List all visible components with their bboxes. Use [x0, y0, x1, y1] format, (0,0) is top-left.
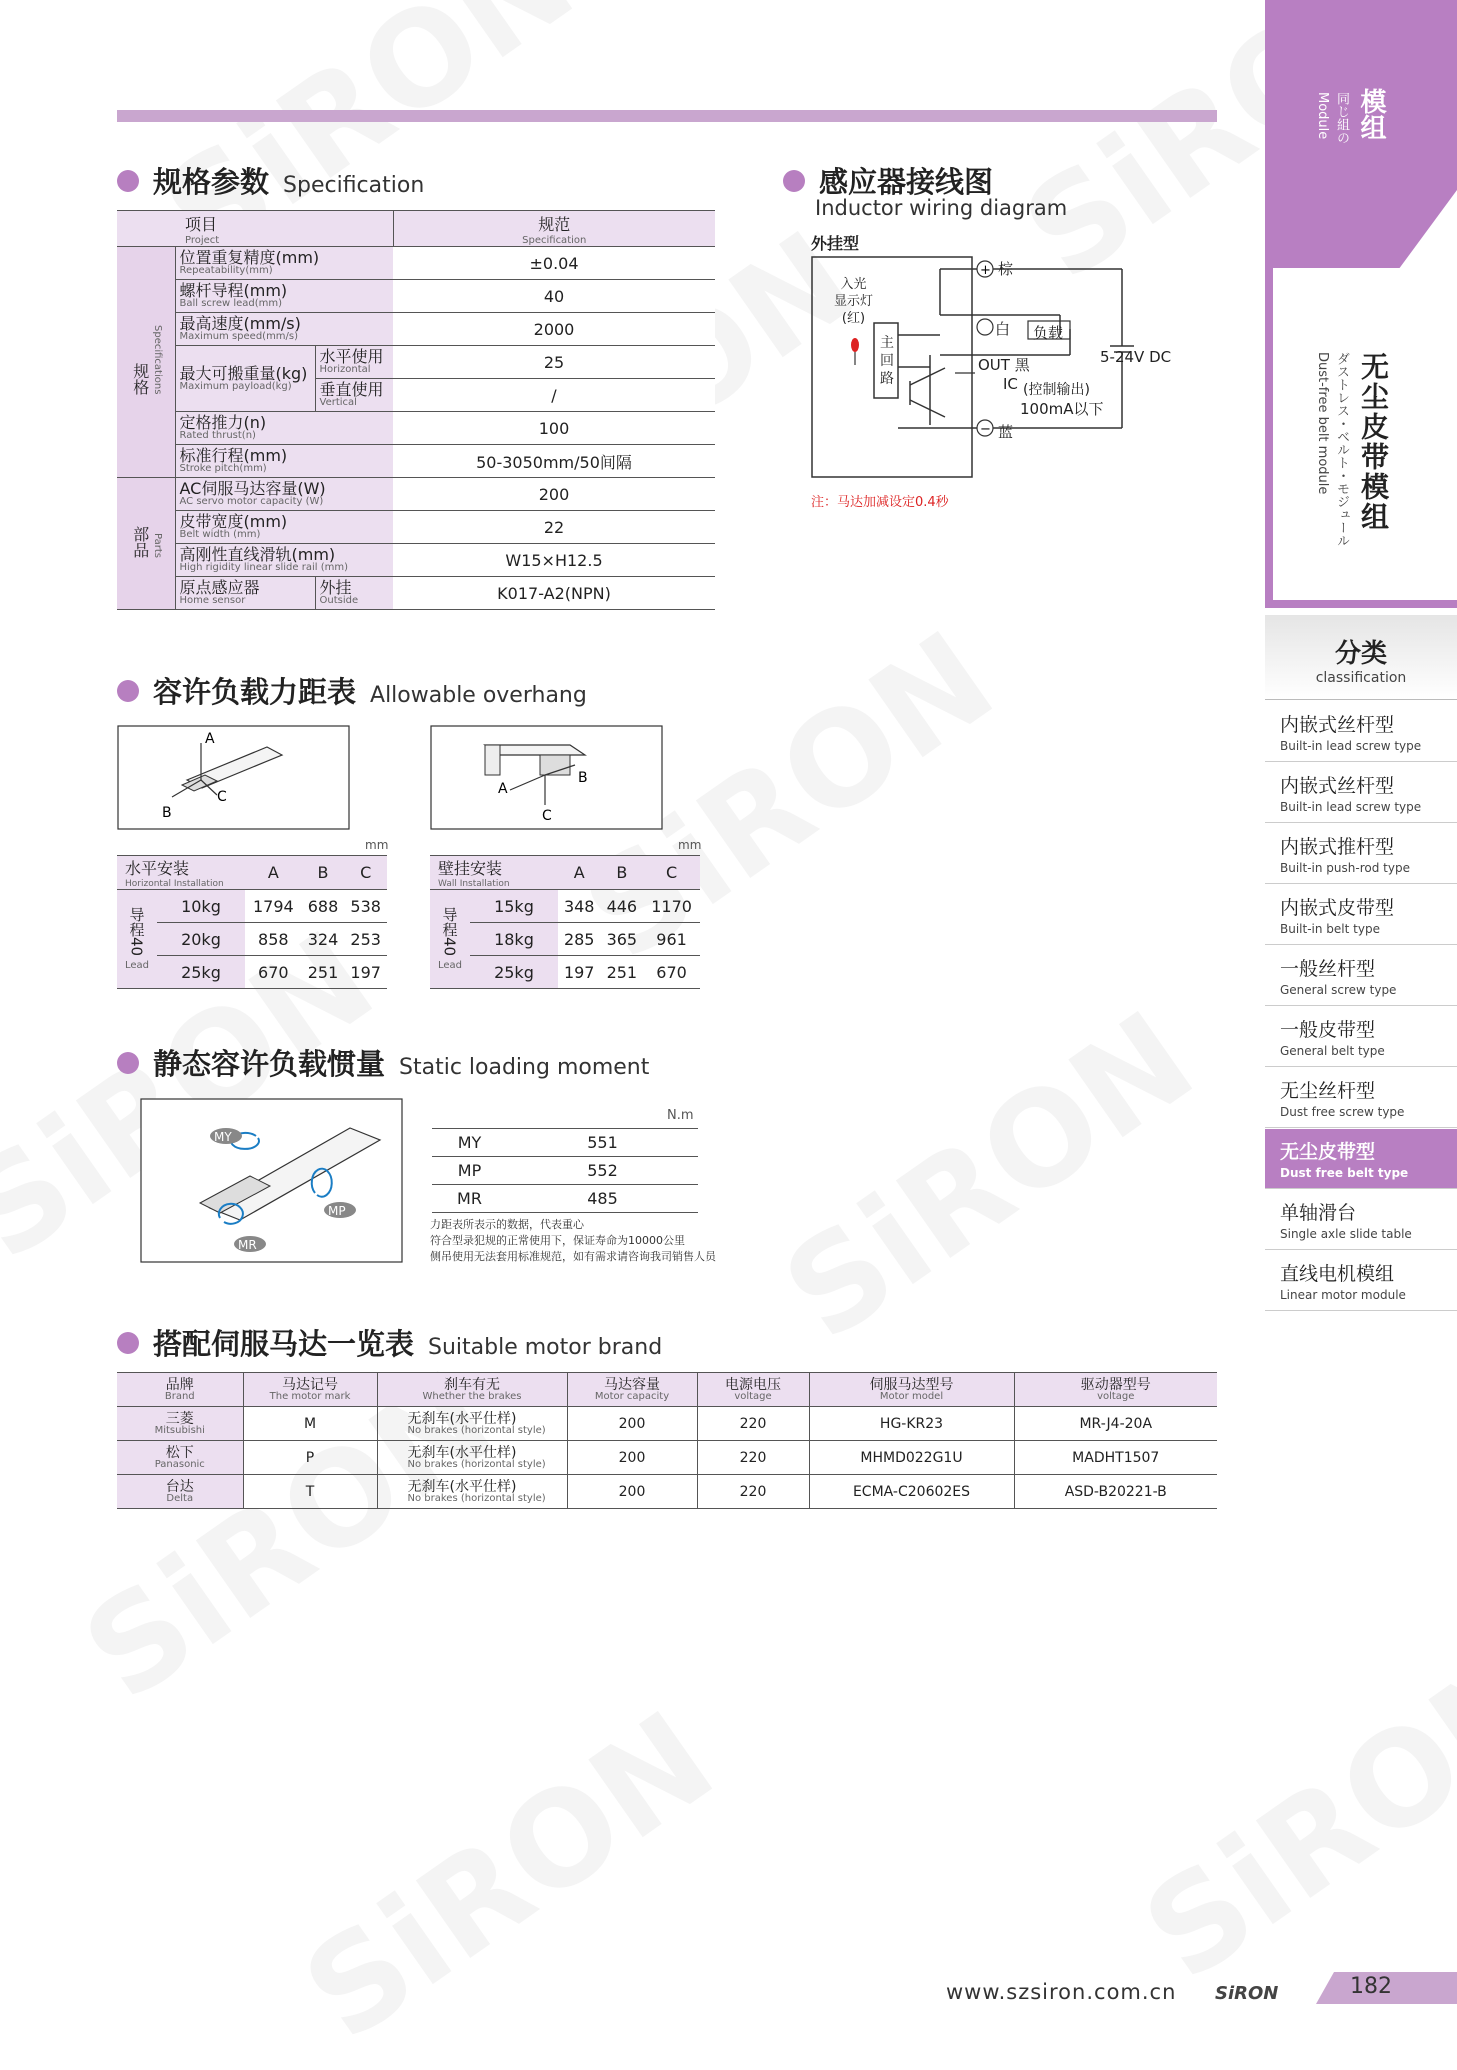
moment-key: MY — [432, 1129, 507, 1157]
lead-label: 导程40 — [440, 906, 459, 957]
col-head: 电源电压 — [725, 1376, 781, 1393]
sidebar-item-label-en: Dust free screw type — [1280, 1105, 1405, 1119]
axis-b-label: B — [162, 805, 172, 821]
row-value: W15×H12.5 — [393, 544, 715, 577]
motor-table — [117, 1372, 1217, 1509]
static-moment-diagram — [140, 1098, 403, 1263]
load-cell: 18kg — [470, 923, 558, 956]
voltage-cell: 220 — [697, 1441, 809, 1475]
voltage-cell: 220 — [697, 1475, 809, 1509]
footer-logo: SiRON — [1215, 1983, 1279, 2004]
table-row — [117, 577, 715, 610]
lamp-line: 入光 — [840, 277, 867, 292]
row-value: 22 — [393, 511, 715, 544]
spec-head-spec: 规范 — [538, 214, 571, 234]
row-label-en: Ball screw lead(mm) — [179, 298, 283, 309]
note-line: 侧吊使用无法套用标准规范，如有需求请咨询我司销售人员 — [430, 1250, 716, 1263]
col-head-en: voltage — [1097, 1390, 1135, 1402]
table-row — [430, 956, 700, 989]
row-sublabel: 垂直使用 — [319, 380, 384, 399]
mark-cell: M — [243, 1407, 377, 1441]
col-head: A — [245, 856, 302, 890]
axis-a-label: A — [205, 731, 215, 747]
spec-head-spec-en: Specification — [522, 234, 587, 246]
col-head-en: Whether the brakes — [422, 1390, 522, 1402]
col-head-en: Brand — [164, 1390, 195, 1402]
table-row — [117, 544, 715, 577]
table-row — [117, 1441, 1217, 1475]
motor-section-title — [117, 1322, 662, 1363]
table-row — [117, 1475, 1217, 1509]
model-cell: ECMA-C20602ES — [809, 1475, 1014, 1509]
note-line: 符合型录犯规的正常使用下，保证寿命为10000公里 — [430, 1234, 685, 1247]
row-value: 200 — [393, 478, 715, 511]
table-row — [117, 890, 387, 923]
sidebar-item-label-en: Single axle slide table — [1280, 1227, 1412, 1241]
main-circuit-label — [880, 334, 894, 388]
white-wire-label: 白 — [995, 320, 1011, 338]
brake-cell: 无刹车(水平仕样) — [407, 1478, 517, 1495]
row-value: K017-A2(NPN) — [393, 577, 715, 610]
sidebar-item-label: 内嵌式皮带型 — [1280, 897, 1395, 919]
bullet-icon — [117, 1052, 139, 1074]
row-label-en: Belt width (mm) — [179, 529, 261, 540]
ic-label: IC — [1003, 375, 1018, 393]
load-cell: 25kg — [157, 956, 245, 989]
value-cell: 670 — [245, 956, 302, 989]
col-head: 马达记号 — [282, 1376, 338, 1393]
moment-key: MR — [432, 1185, 507, 1213]
sidebar-item-label: 内嵌式丝杆型 — [1280, 714, 1395, 736]
mr-badge: MR — [238, 1238, 257, 1252]
col-head-en: Motor model — [879, 1390, 944, 1402]
spec-head-item-en: Project — [185, 234, 220, 246]
row-sublabel: 水平使用 — [319, 347, 384, 366]
bullet-icon — [117, 170, 139, 192]
spec-head-item: 项目 — [185, 214, 218, 234]
col-head: 刹车有无 — [444, 1376, 500, 1393]
footer-url[interactable]: www.szsiron.com.cn — [946, 1980, 1177, 2004]
sidebar-item-label-en: General screw type — [1280, 983, 1397, 997]
value-cell: 324 — [302, 923, 345, 956]
row-label: 原点感应器 — [179, 578, 260, 597]
row-value: 25 — [393, 346, 715, 379]
sidebar-item-linear-motor[interactable] — [1265, 1251, 1457, 1311]
group-label-en: Parts — [151, 532, 163, 558]
wiring-note: 注：马达加减设定0.4秒 — [811, 495, 949, 510]
spec-header-row — [117, 211, 715, 247]
my-badge: MY — [214, 1130, 232, 1144]
col-head-en: The motor mark — [269, 1390, 351, 1402]
sidebar-item-label: 内嵌式推杆型 — [1280, 836, 1395, 858]
sidebar-item-label: 一般皮带型 — [1280, 1019, 1376, 1041]
bullet-icon — [117, 680, 139, 702]
row-value: / — [393, 379, 715, 412]
row-label-en: Maximum speed(mm/s) — [179, 331, 299, 342]
static-section-title — [117, 1042, 649, 1083]
col-head: B — [302, 856, 345, 890]
lamp-line: 显示灯 — [834, 294, 874, 309]
col-head: 伺服马达型号 — [869, 1376, 954, 1393]
load-cell: 10kg — [157, 890, 245, 923]
table-row — [117, 346, 715, 379]
row-label-en: High rigidity linear slide rail (mm) — [179, 562, 348, 573]
group-label-en: Specifications — [151, 325, 163, 395]
value-cell: 197 — [558, 956, 601, 989]
col-head: 驱动器型号 — [1080, 1376, 1151, 1393]
col-head: C — [643, 856, 700, 890]
sidebar-item-label-en: Linear motor module — [1280, 1288, 1406, 1302]
brand-cell: 松下 — [165, 1444, 194, 1461]
driver-cell: ASD-B20221-B — [1014, 1475, 1217, 1509]
sidebar-item-label: 内嵌式丝杆型 — [1280, 775, 1395, 797]
sidebar-item-dust-free-belt[interactable] — [1265, 1129, 1457, 1189]
brake-cell-en: No brakes (horizontal style) — [407, 1492, 546, 1504]
wiring-title-cn: 感应器接线图 — [819, 165, 994, 199]
table-row — [430, 923, 700, 956]
svg-text:A: A — [498, 781, 508, 797]
col-head: A — [558, 856, 601, 890]
watermark — [1118, 1623, 1457, 2010]
motor-title-cn: 搭配伺服马达一览表 — [153, 1327, 415, 1361]
row-value: ±0.04 — [393, 247, 715, 280]
value-cell: 251 — [302, 956, 345, 989]
row-sublabel-en: Vertical — [319, 397, 357, 408]
moment-value: 552 — [507, 1157, 698, 1185]
sidebar-item-builtin-lead-screw-2[interactable] — [1265, 763, 1457, 823]
top-divider-bar — [117, 110, 1217, 122]
sidebar-item-builtin-lead-screw-1[interactable] — [1265, 702, 1457, 762]
model-cell: MHMD022G1U — [809, 1441, 1014, 1475]
row-label: 最大可搬重量(kg) — [179, 363, 308, 383]
value-cell: 1170 — [643, 890, 700, 923]
brake-cell-en: No brakes (horizontal style) — [407, 1458, 546, 1470]
table-row — [117, 478, 715, 511]
moment-value: 485 — [507, 1185, 698, 1213]
table-row — [117, 412, 715, 445]
table-row — [117, 445, 715, 478]
circuit-char: 主 — [880, 335, 894, 351]
row-label-en: Stroke pitch(mm) — [179, 463, 267, 474]
watermark — [758, 983, 1220, 1370]
lamp-label — [834, 276, 873, 327]
sidebar-item-label: 直线电机模组 — [1280, 1263, 1395, 1285]
moment-key: MP — [432, 1157, 507, 1185]
value-cell: 348 — [558, 890, 601, 923]
table-row — [117, 247, 715, 280]
mark-cell: T — [243, 1475, 377, 1509]
sidebar-item-label-en: Built-in push-rod type — [1280, 861, 1410, 875]
load-cell: 25kg — [470, 956, 558, 989]
spec-title-en: Specification — [283, 173, 425, 198]
value-cell: 688 — [302, 890, 345, 923]
row-sublabel: 外挂 — [319, 578, 352, 597]
svg-text:−: − — [980, 422, 991, 437]
load-cell: 15kg — [470, 890, 558, 923]
brown-wire-label: 棕 — [998, 260, 1014, 278]
bullet-icon — [783, 170, 805, 192]
axis-c-label: C — [217, 789, 227, 805]
value-cell: 961 — [643, 923, 700, 956]
table-row — [117, 1407, 1217, 1441]
circuit-char: 路 — [880, 371, 894, 387]
sidebar-item-label: 一般丝杆型 — [1280, 958, 1376, 980]
red-led-icon — [851, 338, 859, 352]
static-notes — [430, 1217, 716, 1265]
col-head: 品牌 — [165, 1376, 194, 1393]
value-cell: 197 — [344, 956, 387, 989]
static-moment-table — [432, 1128, 698, 1213]
row-sublabel-en: Outside — [319, 595, 359, 606]
static-unit: N.m — [667, 1108, 694, 1123]
col-head-en: voltage — [734, 1390, 772, 1402]
overhang-title-en: Allowable overhang — [370, 683, 587, 708]
table-row — [117, 923, 387, 956]
driver-cell: MADHT1507 — [1014, 1441, 1217, 1475]
col-head: C — [344, 856, 387, 890]
wiring-type-label: 外挂型 — [811, 234, 860, 253]
circuit-char: 回 — [880, 353, 894, 369]
voltage-cell: 220 — [697, 1407, 809, 1441]
brand-cell: 台达 — [165, 1478, 194, 1495]
row-label: 皮带宽度(mm) — [179, 512, 288, 531]
value-cell: 446 — [601, 890, 644, 923]
brand-cell-en: Delta — [166, 1492, 194, 1504]
unit-label: mm — [678, 838, 702, 852]
sidebar-title-jp: ダストレス・ベルト・モジュール — [1334, 352, 1349, 547]
overhang-section-title — [117, 670, 587, 711]
svg-text:+: + — [980, 263, 991, 278]
table-row — [430, 890, 700, 923]
table-head-en: Wall Installation — [438, 879, 510, 889]
current-label: 100mA以下 — [1020, 400, 1104, 418]
classification-title-en: classification — [1315, 670, 1407, 686]
value-cell: 670 — [643, 956, 700, 989]
driver-cell: MR-J4-20A — [1014, 1407, 1217, 1441]
sidebar-module-cn: 模组 — [1356, 88, 1386, 140]
table-row — [432, 1185, 698, 1213]
unit-label: mm — [365, 838, 389, 852]
motor-title-en: Suitable motor brand — [428, 1335, 663, 1360]
row-label: 螺杆导程(mm) — [179, 281, 288, 300]
row-label-en: Rated thrust(n) — [179, 430, 256, 441]
brand-cell-en: Mitsubishi — [154, 1424, 205, 1436]
sidebar-item-label-en: Built-in lead screw type — [1280, 739, 1422, 753]
model-cell: HG-KR23 — [809, 1407, 1014, 1441]
voltage-label: 5-24V DC — [1100, 348, 1172, 366]
note-line: 力距表所表示的数据，代表重心 — [430, 1218, 584, 1231]
sidebar-item-label-en: Built-in lead screw type — [1280, 800, 1422, 814]
value-cell: 858 — [245, 923, 302, 956]
wall-overhang-table — [430, 855, 700, 989]
watermark — [278, 1683, 740, 2070]
group-label: 规格 — [130, 362, 150, 395]
wiring-title-en: Inductor wiring diagram — [815, 196, 1068, 220]
group-label: 部品 — [130, 525, 150, 558]
row-value: 2000 — [393, 313, 715, 346]
value-cell: 253 — [344, 923, 387, 956]
row-label-en: Home sensor — [179, 595, 246, 606]
page-number: 182 — [1350, 1974, 1392, 1999]
value-cell: 365 — [601, 923, 644, 956]
mp-badge: MP — [328, 1204, 346, 1218]
sidebar-item-label: 单轴滑台 — [1280, 1202, 1357, 1224]
lead-label-en: Lead — [437, 960, 463, 972]
mark-cell: P — [243, 1441, 377, 1475]
blue-wire-label: 蓝 — [998, 423, 1014, 441]
black-wire-label: OUT 黑 — [978, 356, 1030, 374]
spec-group-parts — [117, 478, 175, 610]
load-label: 负载 — [1033, 324, 1064, 342]
table-row — [117, 956, 387, 989]
static-title-en: Static loading moment — [399, 1055, 650, 1080]
value-cell: 285 — [558, 923, 601, 956]
sidebar-module-en: Module — [1315, 92, 1330, 140]
row-label: 定格推力(n) — [179, 413, 267, 432]
col-head: 马达容量 — [604, 1376, 660, 1393]
col-head-en: Motor capacity — [594, 1390, 670, 1402]
row-label: 标准行程(mm) — [179, 446, 288, 465]
row-label-en: AC servo motor capacity (W) — [179, 496, 324, 507]
sidebar-item-builtin-belt[interactable] — [1265, 885, 1457, 945]
capacity-cell: 200 — [567, 1475, 697, 1509]
sidebar-item-label-en: Built-in belt type — [1280, 922, 1380, 936]
sidebar-item-general-belt[interactable] — [1265, 1007, 1457, 1067]
table-head: 壁挂安装 — [438, 859, 503, 878]
brand-cell-en: Panasonic — [154, 1458, 205, 1470]
sidebar-item-builtin-push-rod[interactable] — [1265, 824, 1457, 884]
sidebar-item-dust-free-screw[interactable] — [1265, 1068, 1457, 1128]
svg-text:B: B — [578, 770, 588, 786]
lead-label-en: Lead — [124, 960, 150, 972]
bullet-icon — [117, 1332, 139, 1354]
lamp-line: (红) — [841, 311, 866, 326]
sidebar-title-en: Dust-free belt module — [1315, 352, 1330, 495]
load-cell: 20kg — [157, 923, 245, 956]
sidebar-item-label-en: Dust free belt type — [1280, 1166, 1409, 1180]
sidebar-item-single-axle[interactable] — [1265, 1190, 1457, 1250]
control-output-label: (控制输出) — [1023, 382, 1090, 398]
row-label: 最高速度(mm/s) — [179, 314, 301, 333]
brake-cell: 无刹车(水平仕样) — [407, 1410, 517, 1427]
value-cell: 251 — [601, 956, 644, 989]
table-row — [432, 1129, 698, 1157]
row-label-en: Repeatability(mm) — [179, 265, 273, 276]
lead-label: 导程40 — [127, 906, 146, 957]
table-head-en: Horizontal Installation — [125, 879, 224, 889]
row-label: AC伺服马达容量(W) — [179, 479, 326, 498]
classification-title: 分类 — [1334, 639, 1387, 669]
table-row — [117, 280, 715, 313]
row-value: 100 — [393, 412, 715, 445]
table-head: 水平安装 — [125, 859, 190, 878]
col-head: B — [601, 856, 644, 890]
horizontal-install-diagram — [117, 725, 350, 830]
brake-cell-en: No brakes (horizontal style) — [407, 1424, 546, 1436]
sidebar-item-label-en: General belt type — [1280, 1044, 1385, 1058]
sidebar-title-cn: 无尘皮带模组 — [1357, 352, 1390, 532]
l-terminal-icon — [977, 319, 993, 335]
svg-text:C: C — [542, 808, 552, 824]
horizontal-overhang-table — [117, 855, 387, 989]
row-sublabel-en: Horizontal — [319, 364, 371, 375]
row-value: 40 — [393, 280, 715, 313]
capacity-cell: 200 — [567, 1441, 697, 1475]
moment-value: 551 — [507, 1129, 698, 1157]
sidebar-item-label: 无尘丝杆型 — [1280, 1080, 1376, 1102]
classification-header — [1265, 615, 1457, 700]
overhang-title-cn: 容许负载力距表 — [153, 675, 357, 709]
brake-cell: 无刹车(水平仕样) — [407, 1444, 517, 1461]
row-label-en: Maximum payload(kg) — [179, 380, 292, 392]
spec-table — [117, 210, 715, 610]
spec-group-specs — [117, 247, 175, 478]
sidebar-item-general-screw[interactable] — [1265, 946, 1457, 1006]
spec-section-title — [117, 160, 424, 201]
brand-cell: 三菱 — [165, 1410, 194, 1427]
sidebar-module-jp: 同じ組の — [1334, 92, 1349, 144]
wiring-section-title — [783, 160, 993, 201]
wall-install-diagram — [430, 725, 663, 830]
row-label: 位置重复精度(mm) — [179, 248, 320, 267]
table-row — [432, 1157, 698, 1185]
capacity-cell: 200 — [567, 1407, 697, 1441]
table-row — [117, 313, 715, 346]
sidebar-item-label: 无尘皮带型 — [1280, 1141, 1376, 1163]
row-value: 50-3050mm/50间隔 — [393, 445, 715, 478]
value-cell: 1794 — [245, 890, 302, 923]
spec-title-cn: 规格参数 — [153, 165, 270, 199]
row-label: 高刚性直线滑轨(mm) — [179, 545, 336, 564]
table-row — [117, 511, 715, 544]
static-title-cn: 静态容许负载惯量 — [153, 1047, 386, 1081]
value-cell: 538 — [344, 890, 387, 923]
